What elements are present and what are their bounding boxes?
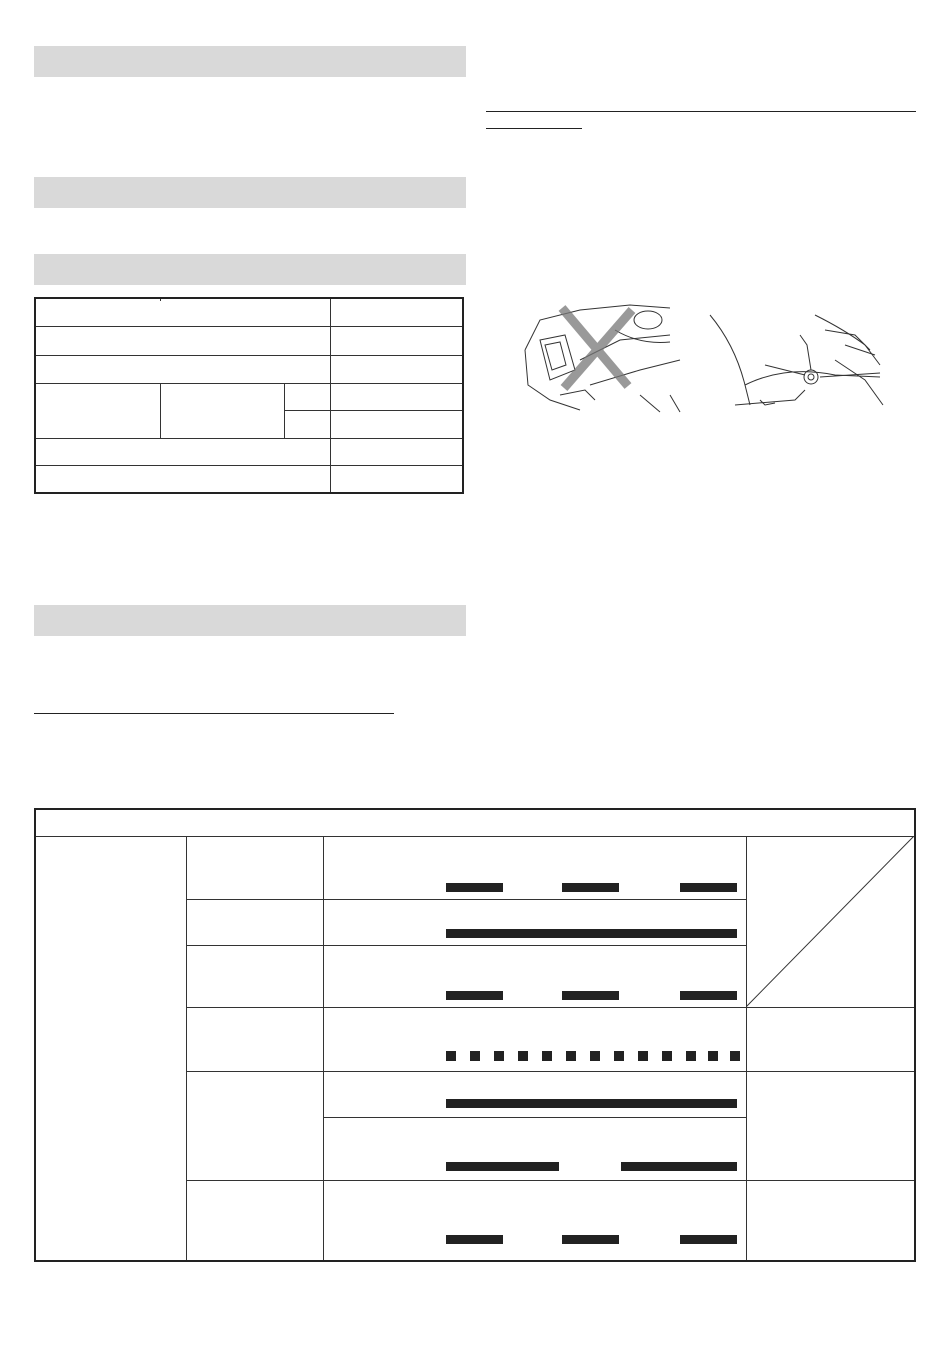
underline-left xyxy=(34,713,394,714)
pattern-square xyxy=(708,1051,718,1061)
main-table-row-line xyxy=(186,1071,914,1072)
pattern-bar xyxy=(680,991,737,1000)
pattern-bar xyxy=(446,1099,737,1108)
pattern-square xyxy=(542,1051,552,1061)
pattern-bar xyxy=(446,883,503,892)
main-table-row-line xyxy=(186,945,747,946)
pattern-bar xyxy=(621,1162,737,1171)
pattern-square xyxy=(518,1051,528,1061)
section-header-2 xyxy=(34,177,466,208)
spec-table-row-line xyxy=(284,410,462,411)
main-table-row-line xyxy=(186,1007,914,1008)
pattern-bar xyxy=(446,929,737,938)
pattern-square xyxy=(686,1051,696,1061)
spec-table-row-line xyxy=(36,383,462,384)
section-header-3 xyxy=(34,254,466,285)
incorrect-mounting-cross-illustration xyxy=(520,300,690,415)
spec-table-row-line xyxy=(36,326,462,327)
spec-table-row-line xyxy=(36,355,462,356)
pattern-square xyxy=(638,1051,648,1061)
pattern-square xyxy=(614,1051,624,1061)
pattern-bar xyxy=(680,883,737,892)
spec-table-row-line xyxy=(36,465,462,466)
spec-table-row-line xyxy=(36,438,462,439)
correct-mounting-illustration xyxy=(705,305,890,410)
underline-right xyxy=(486,111,916,112)
pattern-bar xyxy=(446,1162,559,1171)
pattern-bar xyxy=(562,1235,619,1244)
indicator-status-table xyxy=(34,808,916,1262)
pattern-bar xyxy=(680,1235,737,1244)
pattern-square xyxy=(590,1051,600,1061)
spec-table-subdivider xyxy=(284,383,285,438)
main-table-row-line xyxy=(186,899,747,900)
spec-table-subdivider xyxy=(160,383,161,438)
spec-table-divider xyxy=(330,299,331,492)
pattern-square xyxy=(494,1051,504,1061)
pattern-square xyxy=(470,1051,480,1061)
main-table-row-line xyxy=(186,1180,914,1181)
pattern-bar xyxy=(446,1235,503,1244)
pattern-square xyxy=(730,1051,740,1061)
pattern-bar xyxy=(562,883,619,892)
section-header-4 xyxy=(34,605,466,636)
specification-table xyxy=(34,297,464,494)
underline-right-short xyxy=(486,128,582,129)
pattern-square xyxy=(566,1051,576,1061)
spec-table-tick xyxy=(160,299,161,301)
pattern-square xyxy=(662,1051,672,1061)
pattern-bar xyxy=(562,991,619,1000)
section-header-1 xyxy=(34,46,466,77)
pattern-square xyxy=(446,1051,456,1061)
main-table-row-line xyxy=(323,1117,747,1118)
not-applicable-diagonal xyxy=(746,836,914,1007)
pattern-bar xyxy=(446,991,503,1000)
